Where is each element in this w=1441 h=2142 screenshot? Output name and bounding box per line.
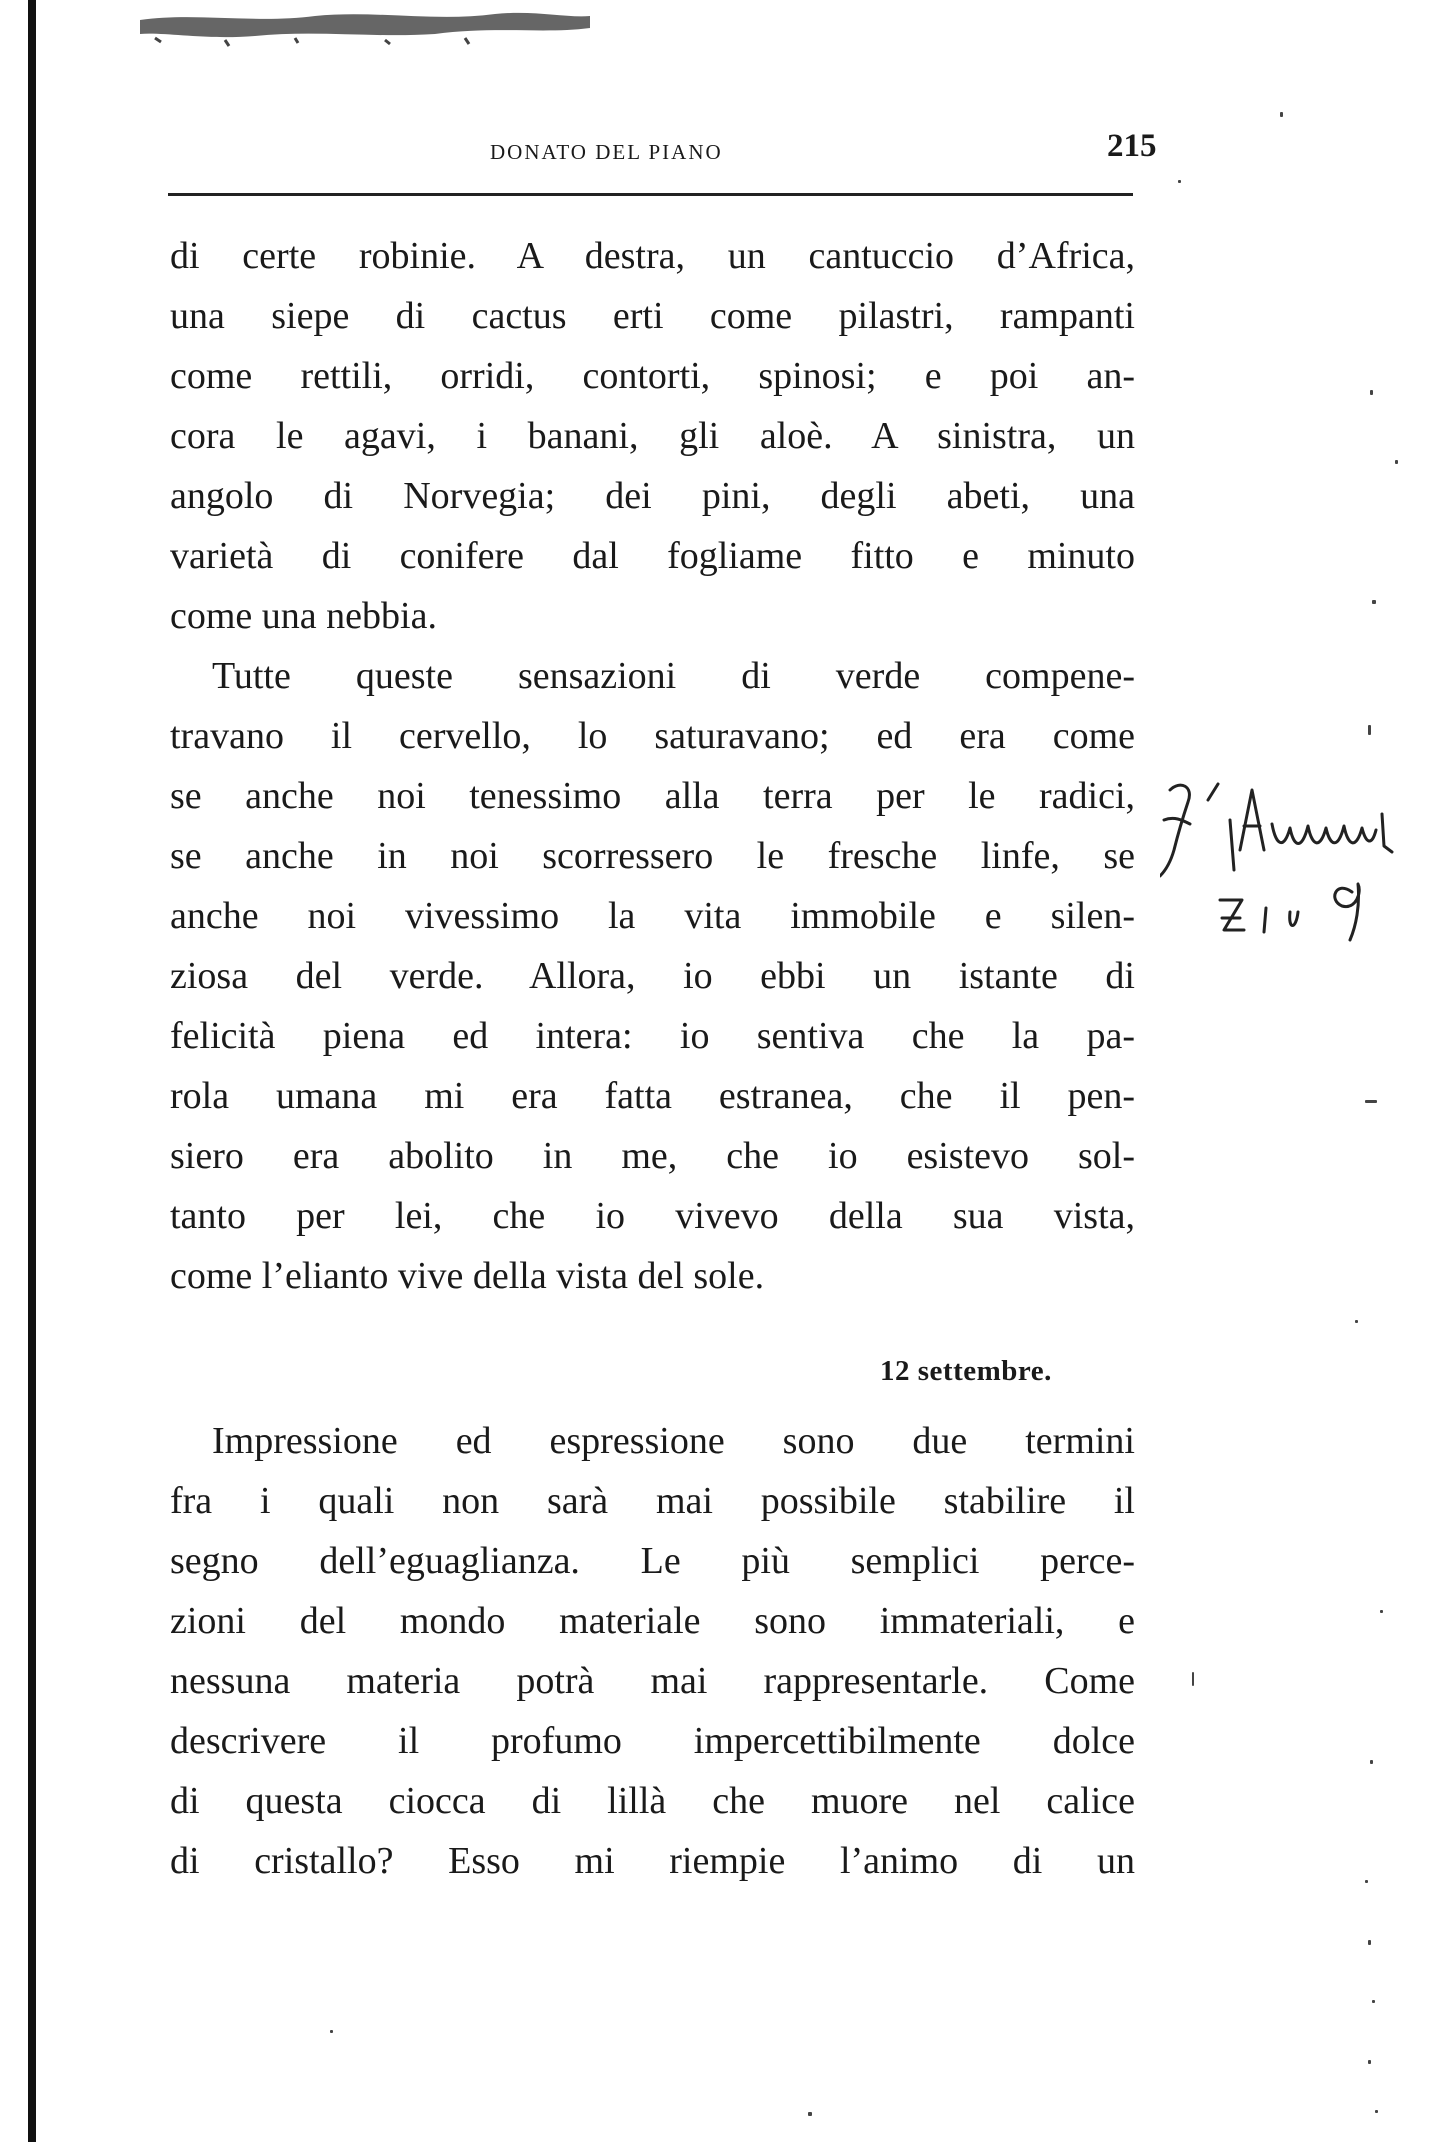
- scan-speck: [1368, 1940, 1371, 1945]
- text-line: come l’elianto vive della vista del sole.: [170, 1255, 765, 1297]
- text-line: se anche in noi scorressero le fresche linfe, se: [170, 835, 1135, 877]
- text-line: rola umana mi era fatta estranea, che il pen-: [170, 1075, 1135, 1117]
- date-heading: 12 settembre.: [880, 1355, 1052, 1387]
- page-number: 215: [1107, 128, 1157, 164]
- text-line: come rettili, orridi, contorti, spinosi; e poi an-: [170, 355, 1135, 397]
- text-line: Tutte queste sensazioni di verde compene-: [212, 655, 1135, 697]
- scan-speck: [1370, 1760, 1373, 1764]
- scan-speck: [1380, 1610, 1383, 1613]
- text-line: siero era abolito in me, che io esistevo sol-: [170, 1135, 1135, 1177]
- text-line: una siepe di cactus erti come pilastri, rampanti: [170, 295, 1135, 337]
- text-line: anche noi vivessimo la vita immobile e silen-: [170, 895, 1135, 937]
- text-line: di questa ciocca di lillà che muore nel calice: [170, 1780, 1135, 1822]
- text-line: felicità piena ed intera: io sentiva che la pa-: [170, 1015, 1135, 1057]
- scan-speck: [1368, 725, 1371, 735]
- running-head: DONATO DEL PIANO: [490, 140, 723, 164]
- scan-speck: [1370, 390, 1373, 395]
- scan-speck: [1280, 112, 1283, 117]
- text-line: ziosa del verde. Allora, io ebbi un istante di: [170, 955, 1135, 997]
- ink-smudge-decoration: [135, 8, 595, 48]
- text-line: angolo di Norvegia; dei pini, degli abeti, una: [170, 475, 1135, 517]
- scan-speck: [1375, 2110, 1378, 2113]
- scan-speck: [1355, 1320, 1358, 1323]
- text-line: fra i quali non sarà mai possibile stabilire il: [170, 1480, 1135, 1522]
- text-line: di certe robinie. A destra, un cantuccio d’Africa,: [170, 235, 1135, 277]
- text-line: nessuna materia potrà mai rappresentarle. Come: [170, 1660, 1135, 1702]
- scan-speck: [1372, 2000, 1375, 2003]
- scan-speck: [1365, 1100, 1377, 1103]
- header-rule: [168, 193, 1133, 196]
- text-line: come una nebbia.: [170, 595, 437, 637]
- text-line: cora le agavi, i banani, gli aloè. A sinistra, un: [170, 415, 1135, 457]
- page-edge-shadow: [28, 0, 36, 2142]
- text-line: segno dell’eguaglianza. Le più semplici perce-: [170, 1540, 1135, 1582]
- text-line: travano il cervello, lo saturavano; ed era come: [170, 715, 1135, 757]
- scan-speck: [1372, 600, 1376, 604]
- scan-speck: [330, 2030, 333, 2033]
- text-line: varietà di conifere dal fogliame fitto e minuto: [170, 535, 1135, 577]
- scan-speck: [1178, 180, 1181, 183]
- text-line: se anche noi tenessimo alla terra per le radici,: [170, 775, 1135, 817]
- handwritten-annotation: [1160, 780, 1440, 1000]
- text-line: tanto per lei, che io vivevo della sua vista,: [170, 1195, 1135, 1237]
- text-line: di cristallo? Esso mi riempie l’animo di un: [170, 1840, 1135, 1882]
- scan-speck: [808, 2112, 812, 2116]
- text-line: Impressione ed espressione sono due termini: [212, 1420, 1135, 1462]
- scan-speck: [1368, 2060, 1371, 2064]
- scan-speck: [1365, 1880, 1368, 1883]
- text-line: descrivere il profumo impercettibilmente dolce: [170, 1720, 1135, 1762]
- scan-speck: [1395, 460, 1398, 464]
- scan-speck: [1192, 1672, 1194, 1686]
- text-line: zioni del mondo materiale sono immateriali, e: [170, 1600, 1135, 1642]
